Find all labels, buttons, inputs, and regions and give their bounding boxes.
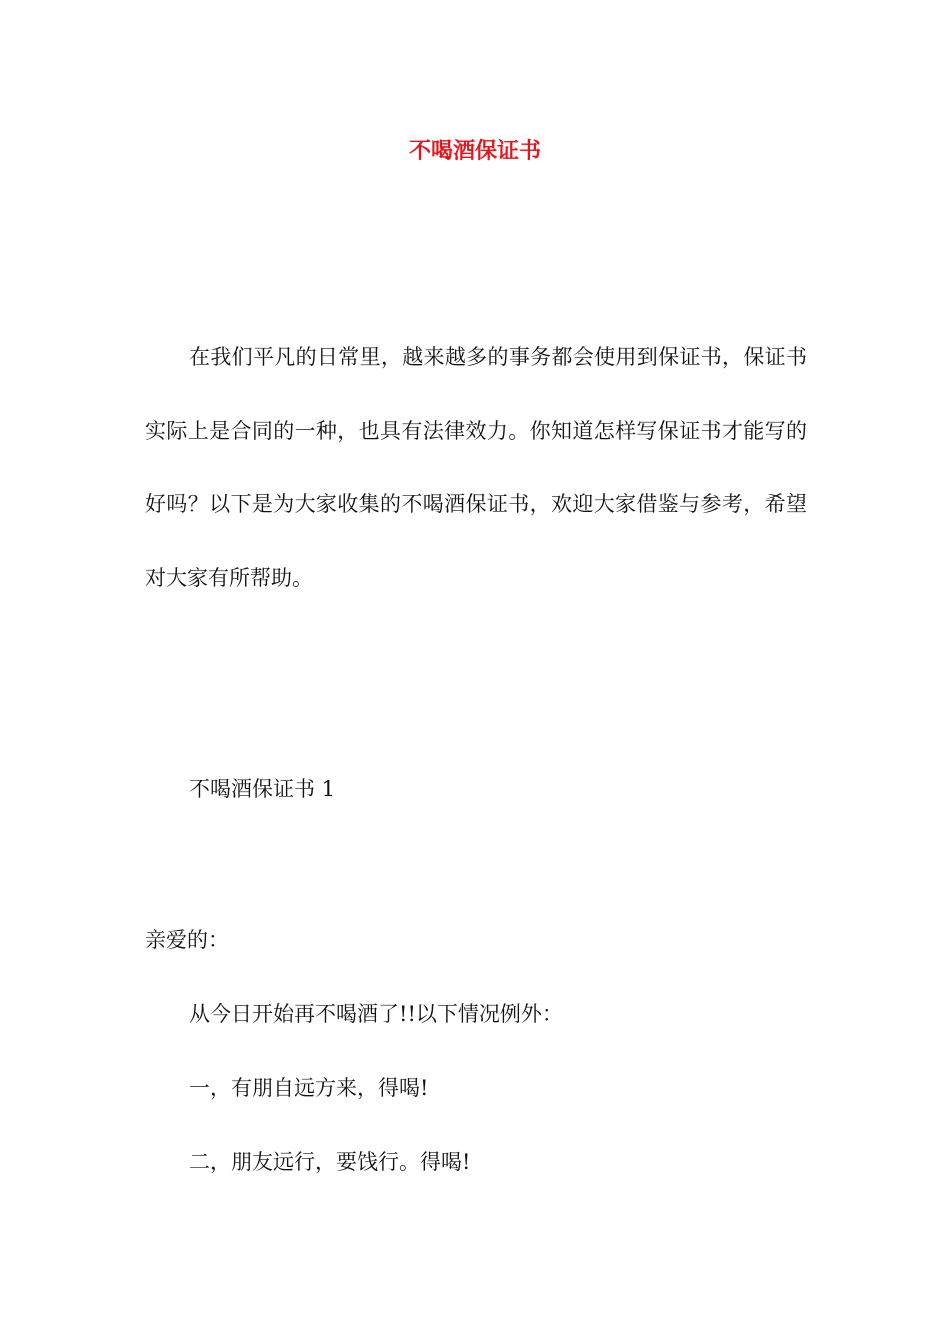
salutation: 亲爱的：: [145, 928, 229, 952]
section-heading: 不喝酒保证书 1: [189, 777, 336, 801]
body-line-3: 二，朋友远行，要饯行。得喝!: [189, 1150, 471, 1174]
body-line-2: 一，有朋自远方来，得喝!: [189, 1076, 429, 1100]
body-line-1: 从今日开始再不喝酒了!!以下情况例外：: [189, 1002, 563, 1026]
document-title: 不喝酒保证书: [408, 138, 541, 164]
intro-paragraph: 在我们平凡的日常里，越来越多的事务都会使用到保证书，保证书实际上是合同的一种，也具有法律效力。你知道怎样写保证书才能写的好吗？以下是为大家收集的不喝酒保证书，欢迎大家借鉴与参考，希望对大家有所帮助。: [145, 345, 807, 590]
